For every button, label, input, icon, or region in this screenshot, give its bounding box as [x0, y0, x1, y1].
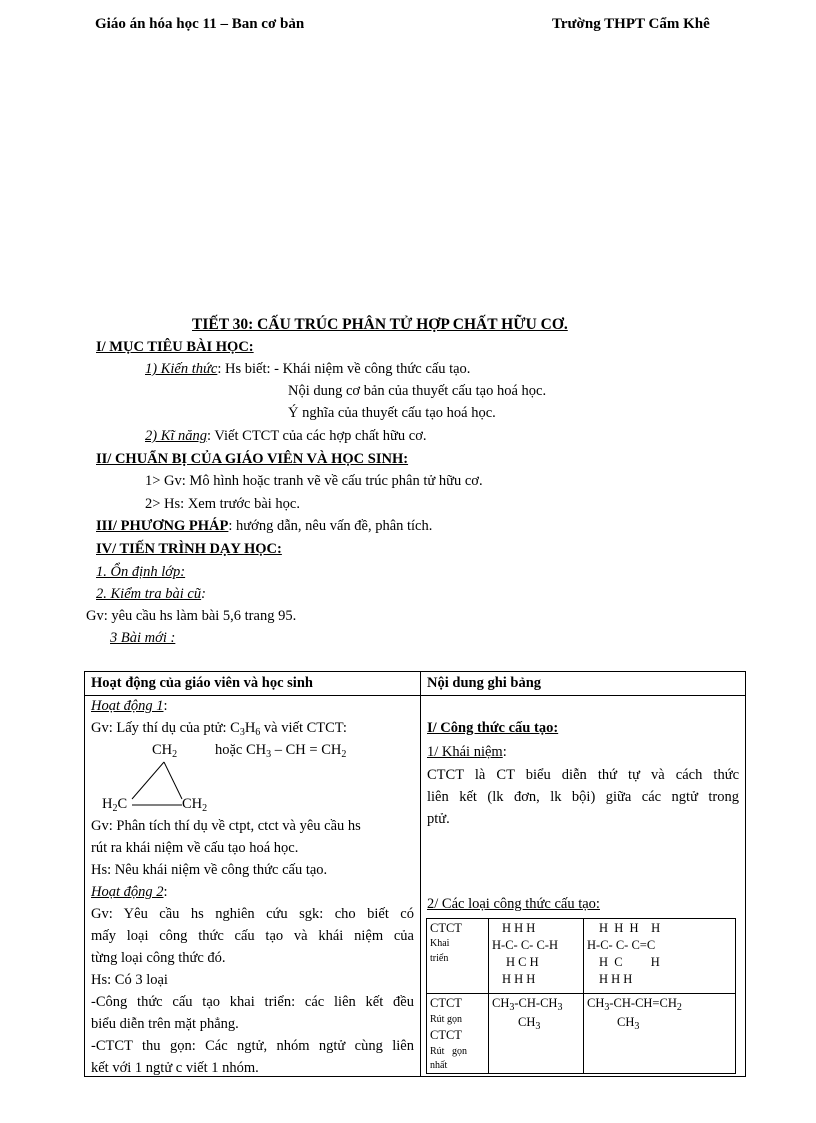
condensed-label-b: Rút gọn [430, 1014, 462, 1025]
condensed-propene-cell [584, 994, 736, 1074]
lesson-table [84, 671, 746, 1077]
subscript: 3 [634, 1021, 640, 1032]
expanded-propane-row: H H H [502, 921, 536, 935]
condensed-label-d: Rút gọn [430, 1046, 467, 1057]
activity-1-label: Hoạt động 1 [91, 698, 164, 714]
prep-line-2: 2> Hs: Xem trước bài học. [145, 496, 300, 512]
knowledge-line-2: Nội dung cơ bản của thuyết cấu tạo hoá học. [288, 383, 547, 399]
expanded-propene-row: H H H [599, 972, 633, 986]
expanded-propene-row: H C H [599, 955, 660, 969]
gv-task-1: Gv: Yêu cầu hs nghiên cứu sgk: cho biết có [91, 906, 414, 922]
expanded-label-cell [427, 919, 489, 994]
expanded-propane-row: H-C- C- C-H [492, 938, 558, 952]
column-header-board: Nội dung ghi bảng [421, 672, 746, 696]
board-heading-1: I/ Công thức cấu tạo: [427, 720, 559, 736]
subscript: 2 [172, 749, 178, 760]
expanded-propene-cell [584, 919, 736, 994]
gv-example-h: H [244, 720, 256, 736]
subscript: 3 [557, 1002, 563, 1013]
subscript: 2 [676, 1002, 682, 1013]
prep-line-1: 1> Gv: Mô hình hoặc tranh vẽ về cấu trúc phân tử hữu cơ. [145, 473, 483, 489]
formula-type-2b: kết với 1 ngtử c viết 1 nhóm. [91, 1060, 259, 1076]
alt-text-2: – CH = CH [271, 742, 342, 758]
step-2-colon: : [201, 586, 206, 602]
hs-answer-2: Hs: Có 3 loại [91, 972, 168, 988]
subscript: 2 [112, 803, 118, 814]
subscript: 6 [255, 727, 261, 738]
subscript: 2 [202, 803, 208, 814]
skill-text: : Viết CTCT của các hợp chất hữu cơ. [207, 428, 427, 444]
condensed-propane-cell [489, 994, 584, 1074]
expanded-propane-cell [489, 919, 584, 994]
alt-text: hoặc CH [215, 742, 267, 758]
knowledge-label: 1) Kiến thức [145, 361, 218, 377]
activity-2-colon: : [163, 884, 168, 900]
condensed-propane-branch [492, 1015, 580, 1032]
formula-type-1b: biểu diễn trên mặt phẳng. [91, 1016, 239, 1032]
ring-bond-right [164, 762, 182, 799]
header-left: Giáo án hóa học 11 – Ban cơ bản [95, 16, 305, 32]
board-subheading-2: 2/ Các loại công thức cấu tạo: [427, 896, 600, 912]
knowledge-line-1 [145, 361, 470, 378]
formula-part: -CH-CH=CH [609, 996, 677, 1010]
skill-label: 2) Kĩ năng [145, 428, 208, 444]
hs-answer-1: Hs: Nêu khái niệm về công thức cấu tạo. [91, 862, 328, 878]
gv-task-2: mấy loại công thức cấu tạo và khái niệm của [91, 928, 414, 944]
knowledge-line-3: Ý nghĩa của thuyết cấu tạo hoá học. [288, 405, 496, 421]
section-3-heading: III/ PHƯƠNG PHÁP [96, 518, 229, 534]
ring-right-text: CH [182, 796, 203, 812]
gv-analysis-1: Gv: Phân tích thí dụ về ctpt, ctct và yêu cầu hs [91, 818, 361, 834]
formula-part: -CH-CH [514, 996, 558, 1010]
expanded-propane-row: H C H [506, 955, 539, 969]
condensed-label-a: CTCT [430, 996, 462, 1010]
formula-part: CH [587, 996, 605, 1010]
definition-line-2: liên kết (lk đơn, lk bội) giữa các ngtử trong [427, 789, 739, 805]
ring-bond-left [132, 762, 164, 799]
section-4-heading: IV/ TIẾN TRÌNH DẠY HỌC: [96, 541, 282, 557]
expanded-propene-row: H-C- C- C=C [587, 938, 656, 952]
step-2-line [96, 586, 206, 603]
activity-1-colon: : [163, 698, 168, 714]
ring-top-text: CH [152, 742, 173, 758]
knowledge-text-1: : Hs biết: - Khái niệm về công thức cấu tạo. [217, 361, 471, 377]
step-3: 3 Bài mới : [110, 630, 176, 646]
condensed-propene-main [587, 996, 732, 1013]
subscript: 3 [266, 749, 272, 760]
gv-example-text: Gv: Lấy thí dụ của ptử: C [91, 720, 240, 736]
ring-left-h: H [102, 796, 113, 812]
ring-right-ch2 [182, 796, 207, 814]
formula-types-table [426, 918, 736, 1074]
board-subheading-1-text: 1/ Khái niệm [427, 744, 503, 760]
activity-2-heading [91, 884, 168, 901]
formula-part: CH [492, 996, 510, 1010]
method-text: : hướng dẫn, nêu vấn đề, phân tích. [228, 518, 433, 534]
section-2-heading: II/ CHUẨN BỊ CỦA GIÁO VIÊN VÀ HỌC SINH: [96, 451, 409, 467]
formula-type-1a: -Công thức cấu tạo khai triển: các liên kết đều [91, 994, 414, 1010]
column-header-activities: Hoạt động của giáo viên và học sinh [85, 672, 421, 696]
condensed-label-cell [427, 994, 489, 1074]
board-subheading-1-colon: : [502, 744, 507, 760]
header-right: Trường THPT Cẩm Khê [552, 16, 710, 32]
method-line [96, 518, 432, 535]
gv-analysis-2: rút ra khái niệm về cấu tạo hoá học. [91, 840, 299, 856]
definition-line-1: CTCT là CT biểu diễn thứ tự và cách thức [427, 767, 739, 783]
formula-part: CH [617, 1015, 635, 1029]
formula-part: CH [518, 1015, 536, 1029]
step-2: 2. Kiểm tra bài cũ [96, 586, 202, 602]
subscript: 2 [341, 749, 347, 760]
condensed-label-e: nhất [430, 1060, 448, 1071]
activity-2-label: Hoạt động 2 [91, 884, 164, 900]
formula-type-2a: -CTCT thu gọn: Các ngtử, nhóm ngtử cùng liên [91, 1038, 414, 1054]
subscript: 3 [604, 1002, 610, 1013]
ring-left-c: C [117, 796, 128, 812]
condensed-propene-branch [587, 1015, 732, 1032]
gv-task-3: từng loại công thức đó. [91, 950, 226, 966]
board-subheading-1 [427, 744, 507, 761]
expanded-propene-row: H H H H [599, 921, 661, 935]
condensed-label-c: CTCT [430, 1028, 462, 1042]
subscript: 3 [509, 1002, 515, 1013]
expanded-label-a: CTCT [430, 921, 462, 935]
board-cell [421, 696, 746, 1077]
condensed-propane-main [492, 996, 580, 1013]
subscript: 3 [535, 1021, 541, 1032]
ring-bonds [85, 696, 420, 826]
step-1: 1. Ổn định lớp: [96, 564, 186, 580]
ring-left-h2c [102, 796, 127, 814]
section-1-heading: I/ MỤC TIÊU BÀI HỌC: [96, 339, 254, 355]
expanded-propane-row: H H H [502, 972, 536, 986]
expanded-label-c: triển [430, 953, 449, 964]
skill-line [145, 428, 427, 445]
definition-line-3: ptử. [427, 811, 450, 827]
subscript: 3 [239, 727, 245, 738]
lesson-title: TIẾT 30: CẤU TRÚC PHÂN TỬ HỢP CHẤT HỮU CƠ. [192, 316, 568, 333]
gv-example-tail: và viết CTCT: [260, 720, 347, 736]
activities-cell [85, 696, 421, 1077]
expanded-label-b: Khai [430, 938, 450, 949]
step-2-text: Gv: yêu cầu hs làm bài 5,6 trang 95. [86, 608, 297, 624]
